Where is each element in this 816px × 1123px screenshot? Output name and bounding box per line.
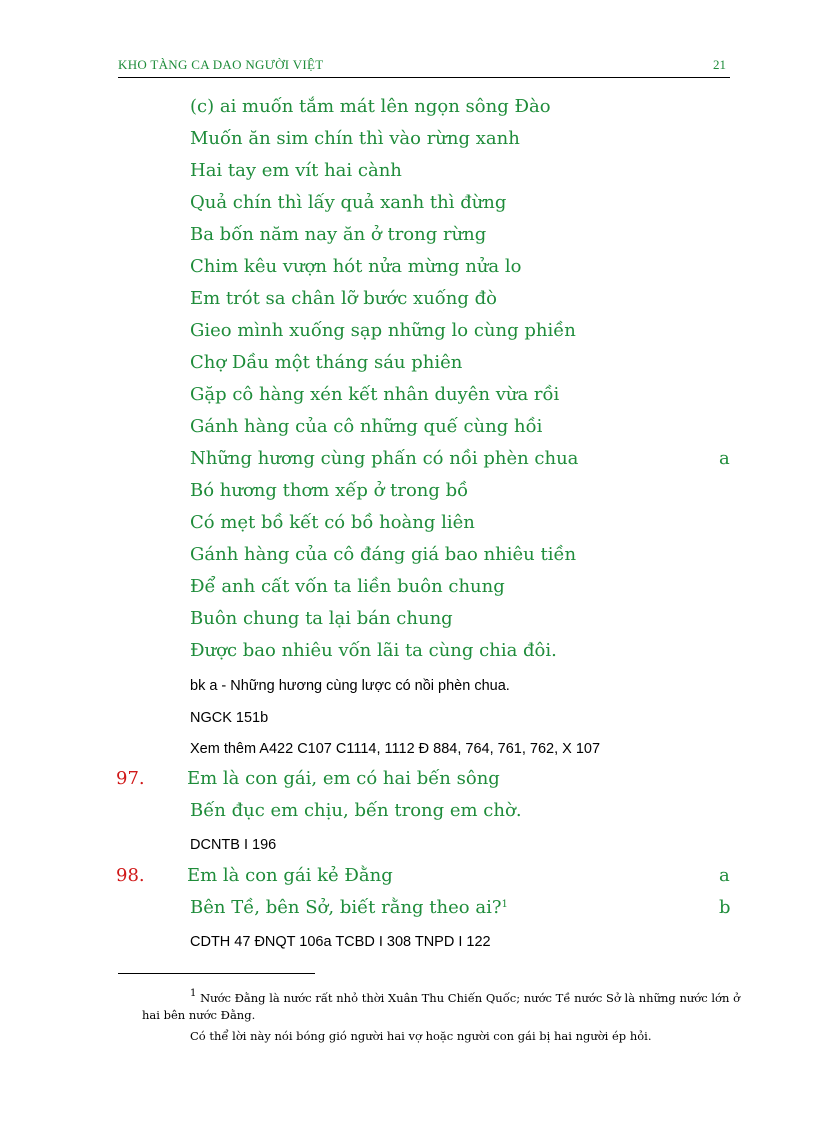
verse-line: Gánh hàng của cô đáng giá bao nhiêu tiền [190,544,577,565]
footnote-ref[interactable]: 1 [501,899,508,910]
source-reference: DCNTB I 196 [190,837,277,853]
verse-line: Được bao nhiêu vốn lãi ta cùng chia đôi. [190,640,557,661]
footnote-text: Nước Đằng là nước rất nhỏ thời Xuân Thu Chiến Quốc; nước Tề nước Sở là những nước lớn ở hai bên nước Đằng. [142,991,740,1022]
verse-line: Em là con gái kẻ Đằng [187,865,393,886]
verse-line: Gánh hàng của cô những quế cùng hồi [190,416,543,437]
variant-mark-b: b [719,897,731,918]
verse-line: Gặp cô hàng xén kết nhân duyên vừa rồi [190,384,560,405]
page-number: 21 [713,57,726,72]
verse-line: Em trót sa chân lỡ bước xuống đò [190,288,497,309]
book-title: KHO TÀNG CA DAO NGƯỜI VIỆT [118,57,324,72]
verse-line: Bó hương thơm xếp ở trong bồ [190,480,469,501]
cross-reference: Xem thêm A422 C107 C1114, 1112 Đ 884, 764, 761, 762, X 107 [190,741,601,757]
verse-line: Chim kêu vượn hót nửa mừng nửa lo [190,256,522,277]
footnote-1 [142,990,740,1024]
verse-line: Hai tay em vít hai cành [190,160,402,181]
verse-line: Để anh cất vốn ta liền buôn chung [190,576,505,597]
variant-mark-a: a [719,865,730,886]
footnote-marker: 1 [190,988,197,999]
page-header [118,55,730,78]
footnote-continuation [142,1028,740,1045]
entry-number: 98. [116,865,145,886]
verse-line: Chợ Dầu một tháng sáu phiên [190,352,463,373]
verse-line: Những hương cùng phấn có nồi phèn chua [190,448,579,469]
footnote-text: Có thể lời này nói bóng gió người hai vợ hoặc người con gái bị hai người ép hỏi. [190,1029,652,1043]
verse-line: Quả chín thì lấy quả xanh thì đừng [190,192,507,213]
verse-line: Buôn chung ta lại bán chung [190,608,453,629]
verse-line: Muốn ăn sim chín thì vào rừng xanh [190,128,520,149]
source-reference: NGCK 151b [190,710,269,726]
variant-note: bk a - Những hương cùng lược có nồi phèn chua. [190,678,510,694]
verse-line: Có mẹt bồ kết có bồ hoàng liên [190,512,475,533]
verse-line [190,897,508,919]
verse-line: Ba bốn năm nay ăn ở trong rừng [190,224,487,245]
footnote-divider [118,973,315,974]
verse-line: Bến đục em chịu, bến trong em chờ. [190,800,522,821]
verse-line: (c) ai muốn tắm mát lên ngọn sông Đào [190,96,551,117]
verse-line: Gieo mình xuống sạp những lo cùng phiền [190,320,576,341]
entry-number: 97. [116,768,145,789]
variant-mark-a: a [719,448,730,469]
verse-line: Em là con gái, em có hai bến sông [187,768,500,789]
source-reference: CDTH 47 ĐNQT 106a TCBD I 308 TNPD I 122 [190,934,491,950]
verse-text: Bên Tề, bên Sở, biết rằng theo ai? [190,897,502,918]
